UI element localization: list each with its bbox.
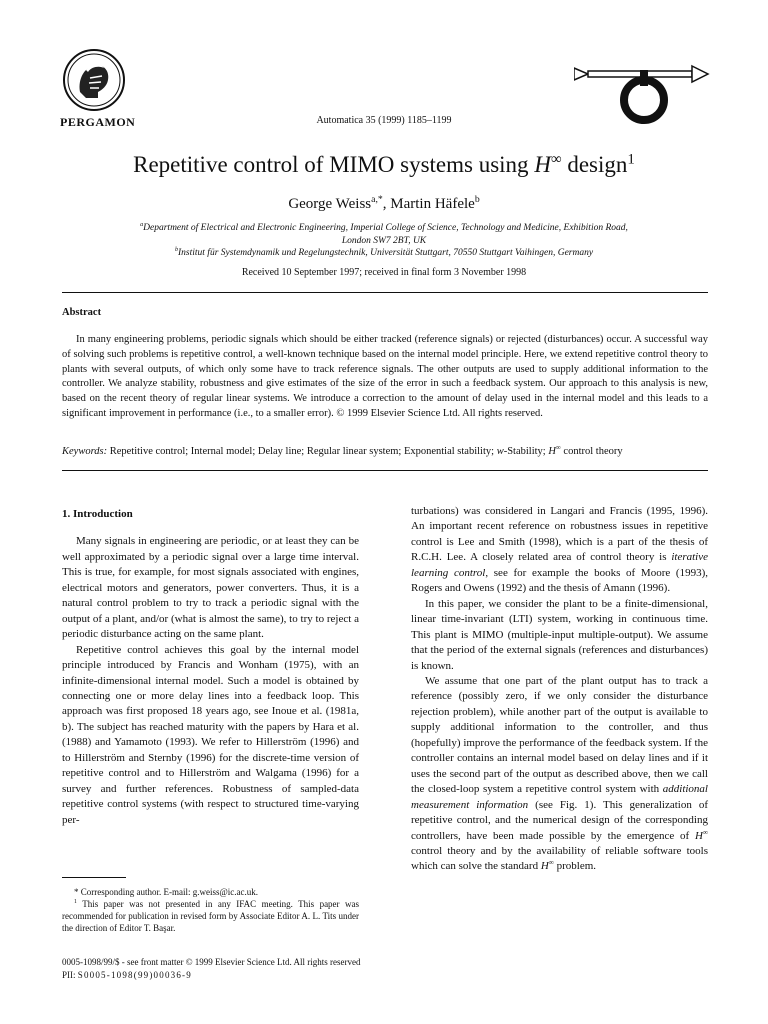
divider-top xyxy=(62,292,708,293)
abstract-heading: Abstract xyxy=(62,307,102,318)
paragraph: In this paper, we consider the plant to be a finite-dimensional, linear time-invariant (LTI) system, working in continuous time. This plant is MIMO (multiple-input multiple-output). We assume that the period of the external signals (references and disturbances) is known. xyxy=(411,597,708,672)
paragraph: turbations) was considered in Langari and Francis (1995, 1996). An important recent reference on robustness issues in repetitive control is Lee and Smith (1998), which is a part of the thesis of R.C.H. Lee. A closely related area of control theory is iterative learning control, see for example the books of Moore (1993), Rogers and Owens (1992) and the thesis of Amann (1996). xyxy=(411,505,708,595)
paragraph: Repetitive control achieves this goal by the internal model principle introduced by Francis and Wonham (1975), with an infinite-dimensional internal model. Such a model is obtained by connecting one or more delay lines into a feedback loop. This approach was first proposed 18 years ago, see Inoue et al. (1981a, b). The subject has reached maturity with the papers by Hara et al. (1988) and Yamamoto (1993). We refer to Hillerström (1996) and to Hillerström and Sternby (1996) for the discrete-time version of repetitive control and to Hillerström and Walgama (1996) for a survey and further references. Robustness of sampled-data repetitive control systems (with respect to structured time-varying per- xyxy=(62,643,359,826)
keywords: Keywords: Repetitive control; Internal model; Delay line; Regular linear system; Exponential stability; w-Stability; H∞ control theory xyxy=(62,444,623,457)
paper-title: Repetitive control of MIMO systems using H∞ design$^1$ xyxy=(133,151,635,177)
affiliations: $^a$Department of Electrical and Electronic Engineering, Imperial College of Science, Technology and Medicine, Exhibition Road, London SW7 2BT, UK $^b$Institut für Systemdynamik und Regelungstechnik, Universität Stuttgart, 70550 Stuttgart Vaihingen, Germany xyxy=(140,221,628,258)
footnote: * Corresponding author. E-mail: g.weiss@ic.ac.uk. xyxy=(74,887,259,897)
received-dates: Received 10 September 1997; received in final form 3 November 1998 xyxy=(241,267,527,278)
paragraph: Many signals in engineering are periodic, or at least they can be well approximated by a periodic signal over a large time interval. This is true, for example, for most signals associated with engines, electrical motors and generators, power converters. Thus, it is a natural control problem to try to track a periodic signal with the output of a plant, and/or (what is almost the same), to try to reject a periodic disturbance acting on the same plant. xyxy=(62,535,359,641)
publisher-logo xyxy=(62,48,126,112)
author-1: George Weiss xyxy=(288,196,372,212)
front-matter-info: 0005-1098/99/$ - see front matter © 1999 Elsevier Science Ltd. All rights reserved PII: S0005-1098(99)00036-9 xyxy=(62,957,361,980)
paragraph: We assume that one part of the plant output has to track a reference (possibly zero, if we only consider the disturbance rejection problem), while another part of the output is available to supply additional information to the controller, and thus (hopefully) improve the performance of the feedback system. If the controller contains an internal model based on delay lines and if it uses the second part of the output as described above, then we call the closed-loop system a repetitive control system with additional measurement information (see Fig. 1). This generalization of repetitive control, and the numerical design of the corresponding controllers, have been made possible by the emergence of H∞ control theory and by the availability of reliable software tools which can solve the standard H∞ problem. xyxy=(411,674,708,873)
abstract-text: In many engineering problems, periodic signals which should be either tracked (reference signals) or rejected (disturbances) occur. A successful way of solving such problems is repetitive control, a well-known technique based on the internal model principle. Here, we extend repetitive control theory to plants with several outputs, of which only some have to track reference signals. The other outputs are used to supply additional information to the controller. We analyze stability, robustness and give estimates of the size of the error in such a feedback system. Our approach to this analysis is new, based on the recent theory of regular linear systems. We introduce a correction to the amount of delay used in the internal model and this leads to a significant improvement in performance (i.e., to a smaller error). © 1999 Elsevier Science Ltd. All rights reserved. xyxy=(62,334,708,419)
journal-citation: Automatica 35 (1999) 1185–1199 xyxy=(316,115,452,126)
footnote-rule xyxy=(62,877,126,878)
journal-mark xyxy=(574,62,714,132)
footnotes xyxy=(62,886,359,934)
divider-bottom xyxy=(62,470,708,471)
footnote: $^1$ This paper was not presented in any IFAC meeting. This paper was recommended for publication in revised form by Associate Editor A. L. Tits under the direction of Editor T. Başar. xyxy=(62,899,359,933)
publisher-name: PERGAMON xyxy=(60,115,136,129)
section-heading: 1. Introduction xyxy=(62,508,133,520)
author-list: George Weiss$^{a,*}$, Martin Häfele$^b$ xyxy=(288,194,480,212)
author-2: Martin Häfele xyxy=(390,196,475,212)
column-left xyxy=(62,507,359,828)
column-right xyxy=(411,504,708,875)
